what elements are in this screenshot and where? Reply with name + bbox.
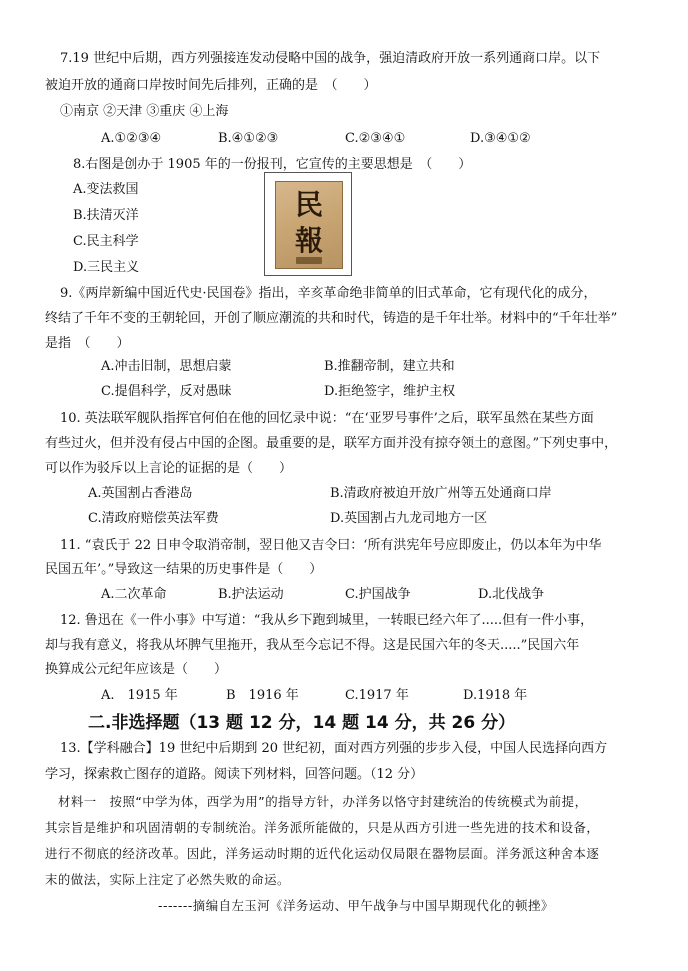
q10-line2: 有些过火，但并没有侵占中国的企图。最重要的是，联军方面并没有掠夺领土的意图。”下列史事中，	[45, 436, 618, 451]
minbao-cover	[275, 181, 343, 269]
q11-option-b: B.护法运动	[218, 587, 284, 602]
minbao-newspaper-image	[264, 172, 352, 276]
q10-option-c: C.清政府赔偿英法军费	[88, 511, 219, 526]
q13-material1-line2: 其宗旨是维护和巩固清朝的专制统治。洋务派所能做的，只是从西方引进一些先进的技术和设备，	[45, 820, 600, 835]
q9-option-b: B.推翻帝制，建立共和	[324, 359, 455, 374]
q8-line1: 8.右图是创办于 1905 年的一份报刊，它宣传的主要思想是 （ ）	[73, 157, 472, 172]
q11-line2: 民国五年’。”导致这一结果的历史事件是（ ）	[45, 562, 323, 577]
q12-line2: 却与我有意义，将我从坏脾气里拖开，我从至今忘记不得。这是民国六年的冬天.....”民国六年	[45, 638, 580, 653]
q9-option-a: A.冲击旧制，思想启蒙	[101, 359, 232, 374]
section-2-title: 二.非选择题（13 题 12 分，14 题 14 分，共 26 分）	[88, 713, 516, 733]
q12-option-d: D.1918 年	[463, 688, 528, 703]
q8-option-c: C.民主科学	[73, 234, 139, 249]
q11-line1: 11. “袁氏于 22 日申令取消帝制，翌日他又吉令曰：‘所有洪宪年号应即废止，仍以本年为中华	[60, 538, 602, 553]
q11-option-c: C.护国战争	[345, 587, 411, 602]
q9-option-c: C.提倡科学，反对愚昧	[101, 384, 232, 399]
minbao-char-2: 報	[294, 224, 323, 257]
q12-line3: 换算成公元纪年应该是（ ）	[45, 662, 228, 677]
q12-line1: 12. 鲁迅在《一件小事》中写道：“我从乡下跑到城里，一转眼已经六年了.....但有一件小事，	[60, 613, 594, 628]
q11-option-d: D.北伐战争	[478, 587, 545, 602]
q7-option-a: A.①②③④	[101, 131, 162, 146]
q7-option-b: B.④①②③	[218, 131, 279, 146]
q12-option-c: C.1917 年	[345, 688, 409, 703]
q7-line2: 被迫开放的通商口岸按时间先后排列，正确的是 （ ）	[45, 78, 377, 93]
q13-material1-line3: 进行不彻底的经济改革。因此，洋务运动时期的近代化运动仅局限在器物层面。洋务派这种舍本逐	[45, 846, 600, 861]
q13-material1-line1: 材料一 按照“中学为体，西学为用”的指导方针，办洋务以恪守封建统治的传统模式为前提，	[58, 794, 588, 809]
minbao-stamp	[296, 257, 322, 264]
q12-option-a: A. 1915 年	[101, 688, 178, 703]
q7-option-c: C.②③④①	[345, 131, 406, 146]
q9-option-d: D.拒绝签字，维护主权	[324, 384, 456, 399]
q9-line2: 终结了千年不变的王朝轮回，开创了顺应潮流的共和时代，铸造的是千年壮举。材料中的“千年壮举”	[45, 311, 618, 326]
minbao-char-1: 民	[294, 188, 323, 221]
q10-option-a: A.英国割占香港岛	[88, 486, 193, 501]
q7-option-d: D.③④①②	[470, 131, 531, 146]
q11-option-a: A.二次革命	[101, 587, 167, 602]
q10-option-b: B.清政府被迫开放广州等五处通商口岸	[330, 486, 552, 501]
q13-line2: 学习，探索救亡图存的道路。阅读下列材料，回答问题。（12 分）	[45, 767, 424, 782]
q13-line1: 13.【学科融合】19 世纪中后期到 20 世纪初，面对西方列强的步步入侵，中国人民选择向西方	[60, 741, 608, 756]
q8-option-d: D.三民主义	[73, 260, 140, 275]
q7-items: ①南京 ②天津 ③重庆 ④上海	[60, 104, 229, 119]
q10-line1: 10. 英法联军舰队指挥官何伯在他的回忆录中说：“在‘亚罗号事件’之后，联军虽然在某些方面	[60, 411, 594, 426]
q10-line3: 可以作为驳斥以上言论的证据的是（ ）	[45, 461, 293, 476]
q12-option-b: B 1916 年	[226, 688, 299, 703]
q8-option-b: B.扶清灭洋	[73, 208, 139, 223]
q13-material1-line4: 末的做法，实际上注定了必然失败的命运。	[45, 872, 290, 887]
q9-line1: 9.《两岸新编中国近代史·民国卷》指出，辛亥革命绝非简单的旧式革命，它有现代化的成分，	[60, 286, 597, 301]
q13-material1-source: -------摘编自左玉河《洋务运动、甲午战争与中国早期现代化的顿挫》	[158, 898, 554, 913]
q8-option-a: A.变法救国	[73, 182, 139, 197]
q9-line3: 是指 （ ）	[45, 336, 130, 351]
q7-line1: 7.19 世纪中后期，西方列强接连发动侵略中国的战争，强迫清政府开放一系列通商口岸。以下	[60, 51, 601, 66]
q10-option-d: D.英国割占九龙司地方一区	[330, 511, 488, 526]
